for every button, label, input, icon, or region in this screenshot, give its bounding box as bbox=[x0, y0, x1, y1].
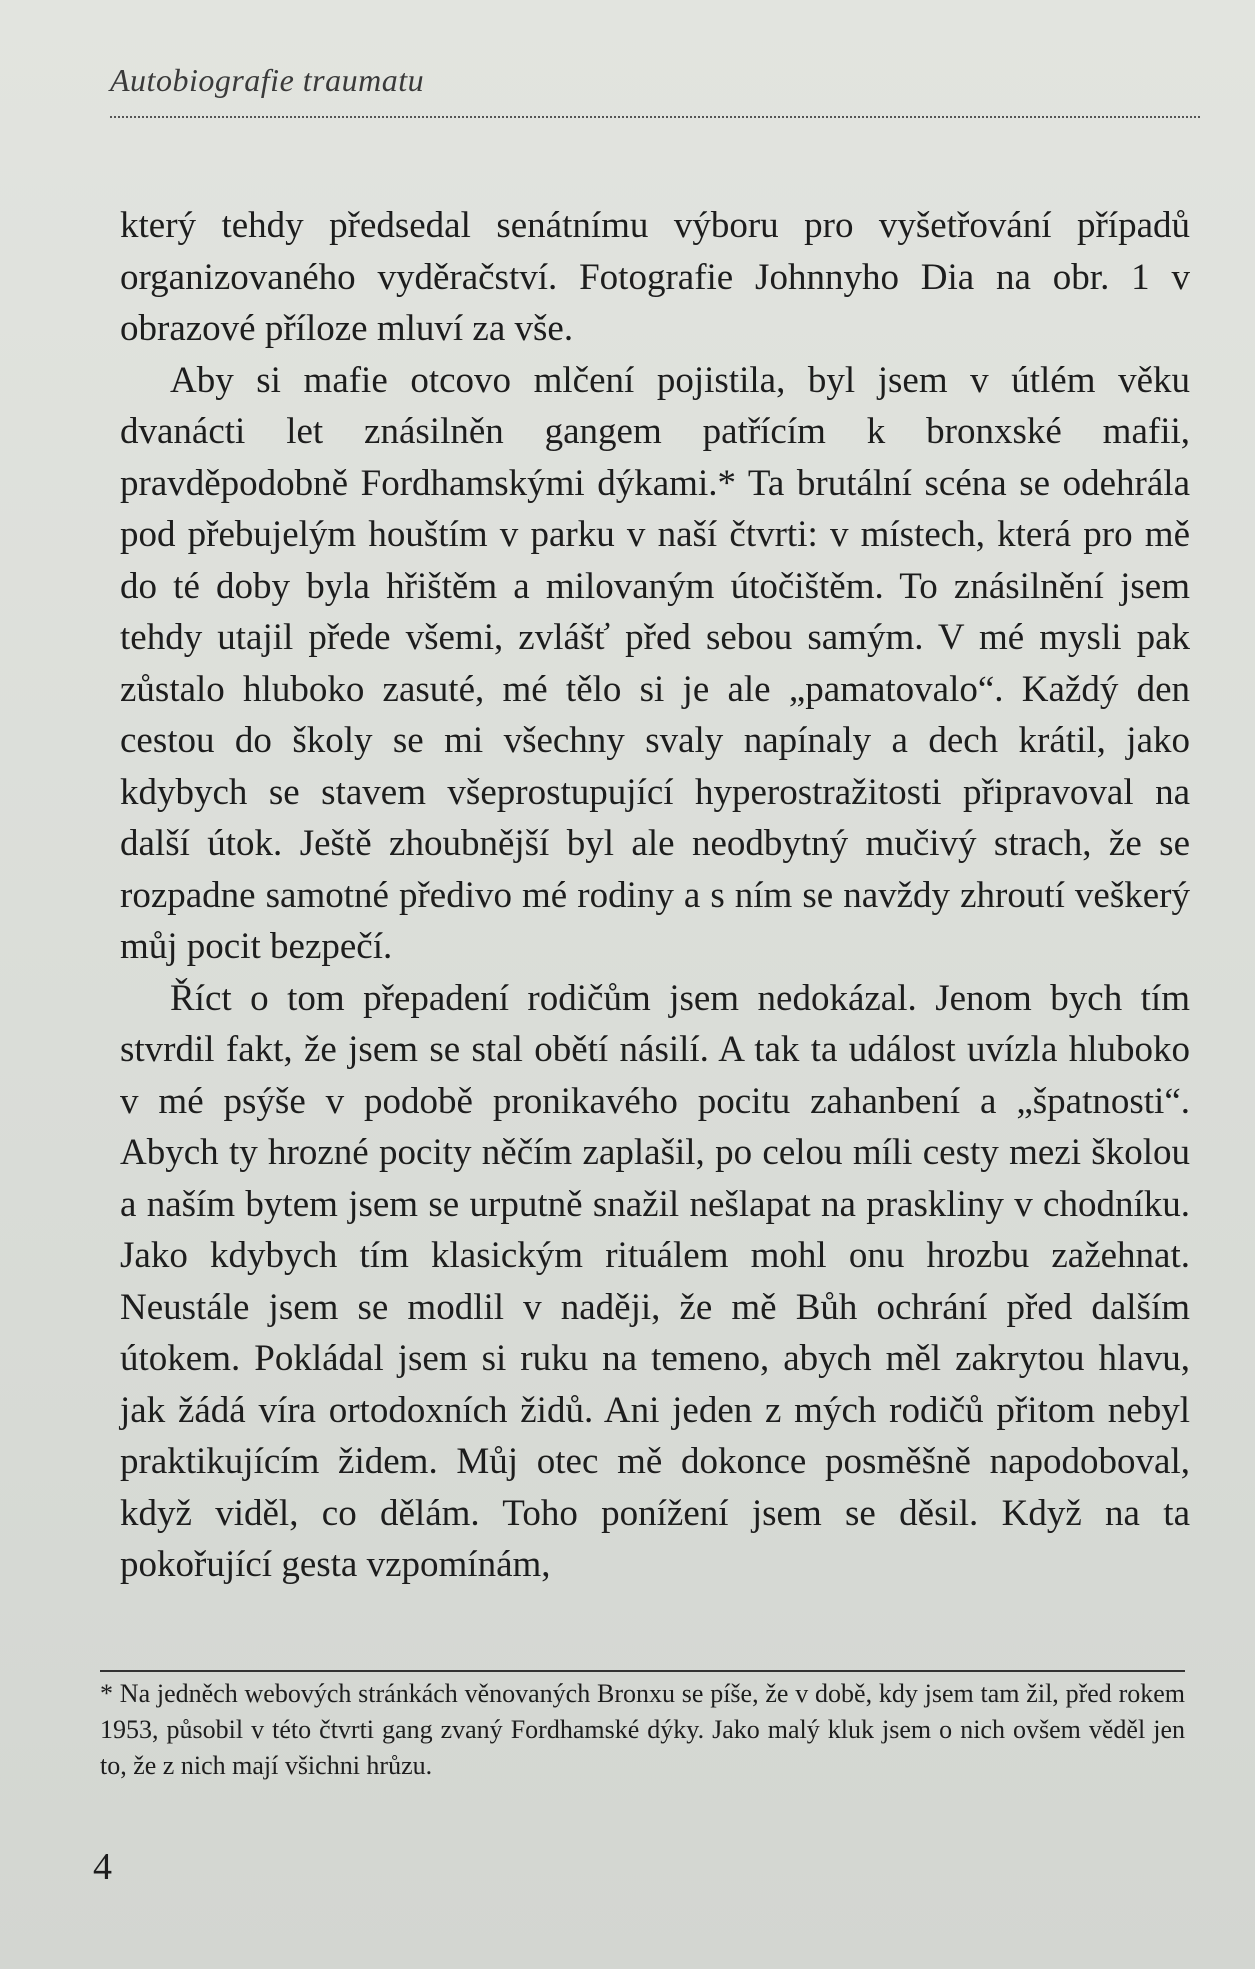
paragraph-3: Říct o tom přepadení rodičům jsem nedokázal. Jenom bych tím stvrdil fakt, že jsem se stal obětí násilí. A tak ta událost uvízla hluboko v mé psýše v podobě pronikavého pocitu zahanbení a „špatnosti“. Abych ty hrozné pocity něčím zaplašil, po celou míli cesty mezi školou a naším bytem jsem se urputně snažil nešlapat na praskliny v chodníku. Jako kdybych tím klasickým rituálem mohl onu hrozbu zažehnat. Neustále jsem se modlil v naději, že mě Bůh ochrání před dalším útokem. Pokládal jsem si ruku na temeno, abych měl zakrytou hlavu, jak žádá víra ortodoxních židů. Ani jeden z mých rodičů přitom nebyl praktikujícím židem. Můj otec mě dokonce posměšně napodoboval, když viděl, co dělám. Toho ponížení jsem se děsil. Když na ta pokořující gesta vzpomínám, bbox=[120, 977, 1190, 1585]
main-text bbox=[120, 200, 1190, 1591]
footnote: * Na jedněch webových stránkách věnovaných Bronxu se píše, že v době, kdy jsem tam žil, před rokem 1953, působil v této čtvrti gang zvaný Fordhamské dýky. Jako malý kluk jsem o nich ovšem věděl jen to, že z nich mají všichni hrůzu. bbox=[100, 1679, 1185, 1780]
footnote-rule bbox=[100, 1670, 1185, 1672]
running-title: Autobiografie traumatu bbox=[110, 62, 425, 98]
paragraph-2: Aby si mafie otcovo mlčení pojistila, byl jsem v útlém věku dvanácti let znásilněn gangem patřícím k bronxské mafii, pravděpodobně Fordhamskými dýkami.* Ta brutální scéna se odehrála pod přebujelým houštím v parku v naší čtvrti: v místech, která pro mě do té doby byla hřištěm a milovaným útočištěm. To znásilnění jsem tehdy utajil přede všemi, zvlášť před sebou samým. V mé mysli pak zůstalo hluboko zasuté, mé tělo si je ale „pamatovalo“. Každý den cestou do školy se mi všechny svaly napínaly a dech krátil, jako kdybych se stavem všeprostupující hyperostražitosti připravoval na další útok. Ještě zhoubnější byl ale neodbytný mučivý strach, že se rozpadne samotné předivo mé rodiny a s ním se navždy zhroutí veškerý můj pocit bezpečí. bbox=[120, 359, 1190, 967]
paragraph-1: který tehdy předsedal senátnímu výboru pro vyšetřování případů organizovaného vyděračství. Fotografie Johnnyho Dia na obr. 1 v obrazové příloze mluví za vše. bbox=[120, 205, 1190, 349]
page-number: 4 bbox=[93, 1846, 112, 1888]
header-dotted-rule bbox=[110, 116, 1200, 118]
